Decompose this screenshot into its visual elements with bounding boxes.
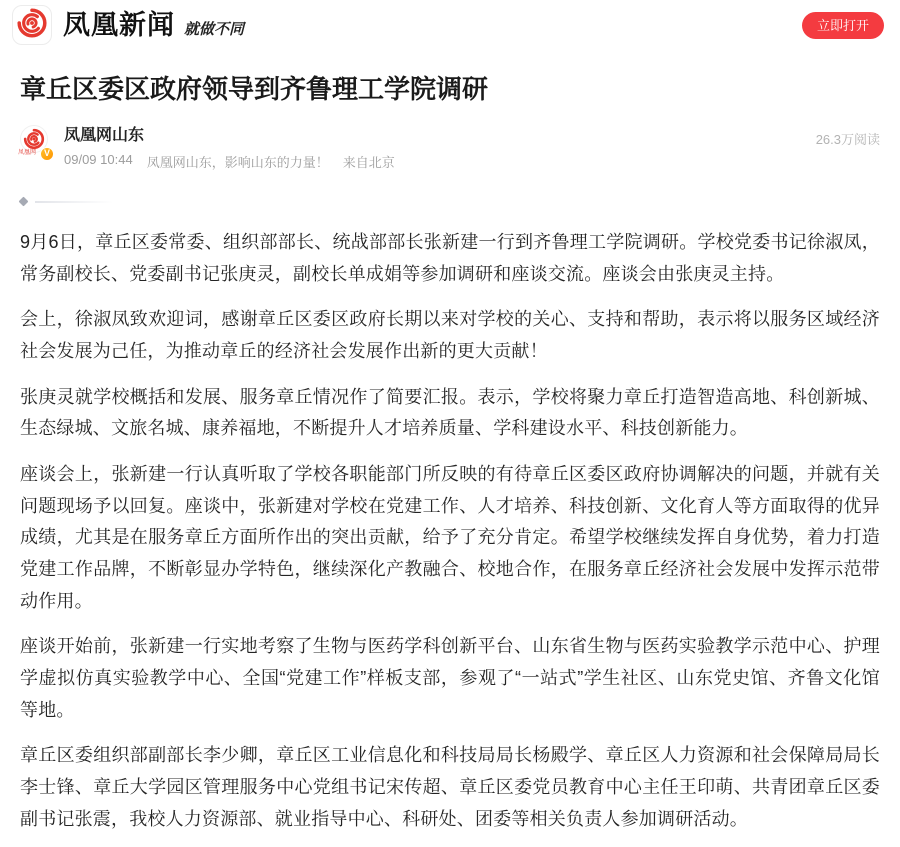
author-name[interactable]: 凤凰网山东	[64, 126, 145, 144]
author-meta	[64, 152, 395, 171]
avatar-watermark: 凤凰网	[18, 149, 37, 156]
divider-line	[35, 201, 113, 203]
author-info	[64, 125, 395, 171]
author-avatar[interactable]	[20, 125, 52, 163]
app-tagline: 就做不同	[184, 21, 245, 38]
phoenix-swirl-icon	[16, 7, 48, 44]
article-paragraph: 章丘区委组织部副部长李少卿，章丘区工业信息化和科技局局长杨殿学、章丘区人力资源和社会保障局局长李士锋、章丘大学园区管理服务中心党组书记宋传超、章丘区委党员教育中心主任王印萌、共青团章丘区委副书记张震，我校人力资源部、就业指导中心、科研处、团委等相关负责人参加调研活动。	[20, 745, 880, 829]
content-divider	[20, 197, 880, 207]
article-paragraph: 会上，徐淑凤致欢迎词，感谢章丘区委区政府长期以来对学校的关心、支持和帮助，表示将以服务区域经济社会发展为己任，为推动章丘的经济社会发展作出新的更大贡献！	[20, 309, 880, 361]
article-title: 章丘区委区政府领导到齐鲁理工学院调研	[20, 74, 489, 104]
read-count: 26.3万阅读	[815, 131, 880, 147]
publish-timestamp: 09/09 10:44	[64, 151, 133, 167]
article-paragraph: 座谈会上，张新建一行认真听取了学校各职能部门所反映的有待章丘区委区政府协调解决的问题，并就有关问题现场予以回复。座谈中，张新建对学校在党建工作、人才培养、科技创新、文化育人等方面取得的优异成绩，尤其是在服务章丘方面所作出的突出贡献，给予了充分肯定。希望学校继续发挥自身优势，着力打造党建工作品牌，不断彰显办学特色，继续深化产教融合、校地合作，在服务章丘经济社会发展中发挥示范带动作用。	[20, 464, 880, 611]
diamond-ornament-icon	[19, 197, 29, 207]
phoenix-news-app-icon	[12, 5, 52, 45]
article	[0, 73, 900, 847]
verified-badge-icon: V	[40, 147, 54, 161]
open-app-button[interactable]: 立即打开	[802, 12, 884, 39]
article-paragraph: 9月6日，章丘区委常委、组织部部长、统战部部长张新建一行到齐鲁理工学院调研。学校党委书记徐淑凤，常务副校长、党委副书记张庚灵，副校长单成娟等参加调研和座谈交流。座谈会由张庚灵主持。	[20, 231, 880, 284]
author-description: 凤凰网山东，影响山东的力量！	[146, 154, 329, 170]
article-paragraph: 座谈开始前，张新建一行实地考察了生物与医药学科创新平台、山东省生物与医药实验教学示范中心、护理学虚拟仿真实验教学中心、全国“党建工作”样板支部，参观了“一站式”学生社区、山东党史馆、齐鲁文化馆等地。	[20, 636, 880, 720]
article-paragraph: 张庚灵就学校概括和发展、服务章丘情况作了简要汇报。表示，学校将聚力章丘打造智造高地、科创新城、生态绿城、文旅名城、康养福地，不断提升人才培养质量、学科建设水平、科技创新能力。	[20, 386, 880, 439]
author-row	[20, 125, 880, 171]
app-header	[0, 0, 900, 50]
article-body	[20, 227, 880, 847]
app-title: 凤凰新闻	[63, 9, 175, 40]
publish-location: 来自北京	[342, 154, 395, 170]
